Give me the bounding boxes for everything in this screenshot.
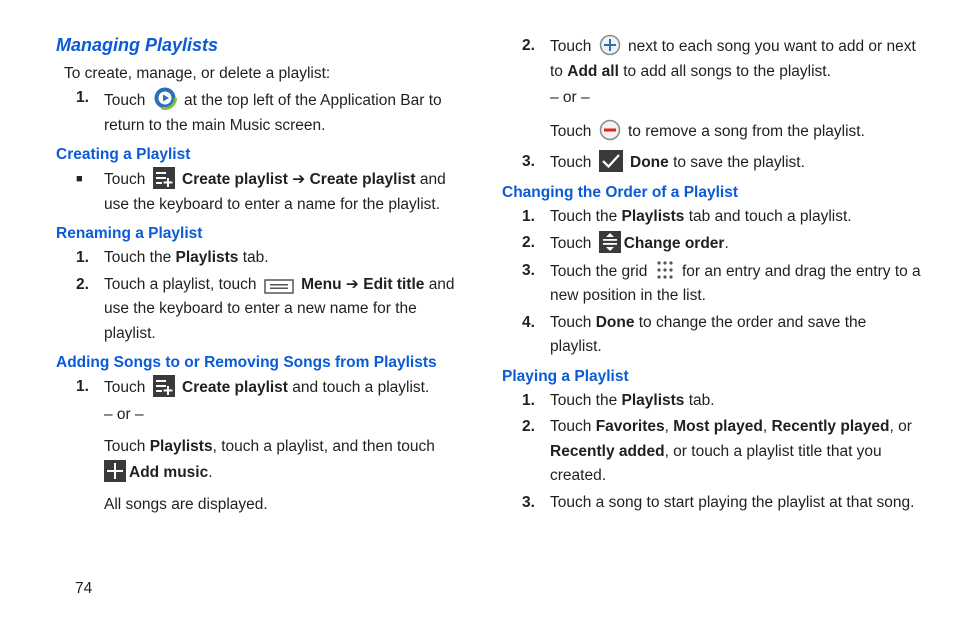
- step-number: 1.: [76, 249, 89, 266]
- menu-icon: [264, 278, 294, 294]
- right-column: [502, 34, 922, 517]
- bullet: ■: [76, 173, 83, 185]
- list-item: ■ Touch Create playlist ➔ Create playlist and use the keyboard to enter a name for the playlist.: [56, 167, 468, 217]
- step-number: 1.: [522, 207, 535, 225]
- change-order-icon: [599, 231, 621, 253]
- step-number: 2.: [76, 275, 89, 293]
- plus-circle-icon: [599, 34, 621, 56]
- list-item: 1. Touch the Playlists tab.: [56, 246, 468, 271]
- add-music-icon: [104, 460, 126, 482]
- section-heading: Renaming a Playlist: [56, 225, 203, 242]
- section-heading: Adding Songs to or Removing Songs from Playlists: [56, 354, 437, 371]
- list-item: 3. Touch Done to save the playlist.: [502, 150, 922, 176]
- step-number: 3.: [522, 493, 535, 511]
- list-item: 1. Touch Create playlist and touch a playlist.: [56, 375, 468, 401]
- step-number: 1.: [76, 378, 89, 395]
- checkmark-icon: [599, 150, 623, 172]
- list-item: 2. Touch a playlist, touch Menu ➔ Edit title and use the keyboard to enter a new name for the playlist.: [56, 273, 468, 347]
- step-number: 3.: [522, 261, 535, 279]
- left-column: [56, 34, 468, 518]
- list-item: 2. Touch next to each song you want to add or next to Add all to add all songs to the playlist.: [502, 34, 922, 84]
- step-number: 4.: [522, 313, 535, 331]
- create-playlist-icon: [153, 375, 175, 397]
- list-item: 2. Touch Favorites, Most played, Recently played, or Recently added, or touch a playlist title that you created.: [502, 415, 922, 489]
- step-number: 2.: [522, 234, 535, 251]
- page-title: Managing Playlists: [56, 35, 219, 55]
- step-number: 3.: [522, 153, 535, 170]
- or-separator: – or –: [550, 89, 590, 106]
- create-playlist-icon: [153, 167, 175, 189]
- music-app-icon: [153, 86, 177, 110]
- section-heading: Changing the Order of a Playlist: [502, 183, 738, 201]
- result-text: All songs are displayed.: [104, 496, 268, 513]
- step-number: 2.: [522, 37, 535, 54]
- minus-circle-icon: [599, 119, 621, 141]
- list-item: 1. Touch at the top left of the Application Bar to return to the main Music screen.: [56, 86, 468, 138]
- list-item: 1. Touch the Playlists tab.: [502, 389, 922, 414]
- list-item: 2. Touch Change order.: [502, 231, 922, 257]
- intro-text: To create, manage, or delete a playlist:: [64, 65, 331, 82]
- or-separator: – or –: [104, 405, 144, 423]
- alt-instruction: Touch Playlists, touch a playlist, and then touch Add music.: [104, 438, 435, 481]
- section-heading: Playing a Playlist: [502, 367, 629, 385]
- drag-grid-icon: [655, 259, 675, 281]
- page-number: 74: [75, 580, 93, 597]
- list-item: 4. Touch Done to change the order and save the playlist.: [502, 311, 922, 360]
- alt-instruction: Touch to remove a song from the playlist.: [550, 119, 922, 145]
- step-number: 2.: [522, 418, 535, 435]
- list-item: 3. Touch the grid for an entry and drag the entry to a new position in the list.: [502, 259, 922, 309]
- step-number: 1.: [76, 89, 89, 106]
- list-item: 1. Touch the Playlists tab and touch a playlist.: [502, 205, 922, 230]
- step-number: 1.: [522, 391, 535, 409]
- section-heading: Creating a Playlist: [56, 146, 191, 163]
- list-item: 3. Touch a song to start playing the playlist at that song.: [502, 491, 922, 516]
